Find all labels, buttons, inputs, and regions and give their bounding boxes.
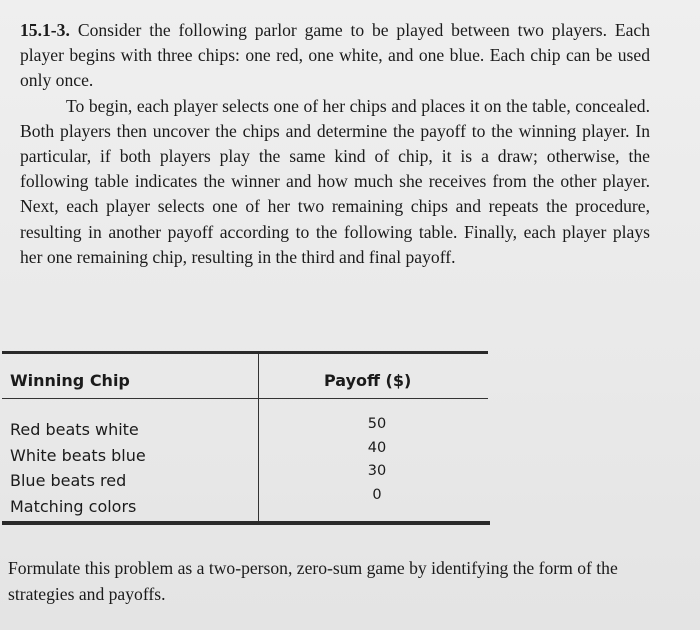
table-row-payoff: 30 bbox=[367, 463, 387, 479]
table-row-label: Matching colors bbox=[10, 496, 137, 516]
table-row-payoff: 0 bbox=[372, 486, 382, 503]
problem-paragraph-1 bbox=[20, 18, 650, 94]
header-payoff: Payoff ($) bbox=[324, 371, 412, 390]
table-row-payoff: 50 bbox=[367, 416, 387, 432]
table-row-payoff: 40 bbox=[367, 439, 387, 456]
table-row-label: White beats blue bbox=[10, 445, 146, 465]
problem-number: 15.1-3. bbox=[20, 20, 70, 40]
table-column-divider bbox=[258, 354, 259, 522]
problem-statement bbox=[20, 18, 650, 270]
header-winning-chip: Winning Chip bbox=[10, 371, 130, 390]
table-bottom-rule bbox=[2, 521, 490, 525]
winning-chip-column bbox=[10, 417, 146, 519]
table-row-label: Blue beats red bbox=[10, 471, 127, 490]
table-header-rule bbox=[2, 398, 488, 399]
table-row-label: Red beats white bbox=[10, 420, 139, 439]
problem-paragraph-1-text: Consider the following parlor game to be played between two players. Each player begins with three chips: one red, one white, and one blue. Each chip can be used only once. bbox=[20, 20, 650, 91]
payoff-table bbox=[2, 351, 490, 527]
question-prompt bbox=[8, 555, 628, 607]
table-top-rule bbox=[2, 351, 488, 354]
problem-paragraph-2: To begin, each player selects one of her chips and places it on the table, concealed. Both players then uncover the chips and determine the payoff to the winning player. In particular, if both players play the same kind of chip, it is a draw; otherwise, the following table indicates the winner and how much she receives from the other player. Next, each player selects one of her two remaining chips and repeats the procedure, resulting in another payoff according to the following table. Finally, each player plays her one remaining chip, resulting in the third and final payoff. bbox=[20, 95, 650, 267]
payoff-column bbox=[365, 413, 389, 507]
question-text: Formulate this problem as a two-person, zero-sum game by identifying the form of the strategies and payoffs. bbox=[8, 558, 618, 604]
